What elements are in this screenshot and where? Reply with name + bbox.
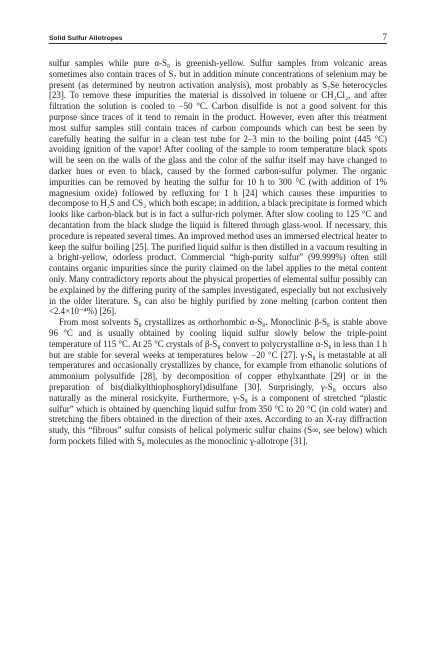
page-number: 7 bbox=[382, 32, 387, 42]
running-head bbox=[49, 28, 387, 42]
running-title: Solid Sulfur Allotropes bbox=[49, 35, 123, 42]
paragraph-purification: sulfur samples while pure α-S₈ is greenish-yellow. Sulfur samples from volcanic areas sometimes also contain traces of S₇ but in addition minute concentrations of selenium may be present (as determined by neutron activation analysis), most probably as S₇Se heterocycles [23]. To remove these impurities the material is dissolved in toluene or CH₂Cl₂, and after filtration the solution is cooled to −50 °C. Carbon disulfide is not a good solvent for this purpose since traces of it tend to remain in the product. However, even after this treatment most sulfur samples still contain traces of carbon compounds which can best be seen by carefully heating the sulfur in a clean test tube for 2–3 min to the boiling point (445 °C) avoiding ignition of the vapor! After cooling of the sample to room temperature black spots will be seen on the walls of the glass and the color of the sulfur itself may have changed to darker hues or even to black, caused by the formed carbon-sulfur polymer. The organic impurities can be removed by heating the sulfur for 10 h to 300 °C (with addition of 1% magnesium oxide) followed by refluxing for 1 h [24] which causes these impurities to decompose to H₂S and CS₂ which both escape; in addition, a black precipitate is formed which looks like carbon-black but is in fact a sulfur-rich polymer. After slow cooling to 125 °C and decantation from the black sludge the liquid is filtered through glass-wool. If necessary, this procedure is repeated several times. An improved method uses an immersed electrical heater to keep the sulfur boiling [25]. The purified liquid sulfur is then distilled in a vacuum resulting in a bright-yellow, odorless product. Commercial “high-purity sulfur” (99.999%) often still contains organic impurities since the purity claimed on the label applies to the metal content only. Many contradictory reports about the physical properties of elemental sulfur possibly can be explained by the differing purity of the samples investigated, especially but not exclusively in the older literature. S₈ can also be highly purified by zone melting (carbon content then <2.4×10⁻⁴%) [26]. bbox=[49, 58, 387, 317]
header-rule bbox=[49, 43, 387, 44]
body-text bbox=[49, 58, 387, 447]
paragraph-allotropes: From most solvents S₈ crystallizes as orthorhombic α-S₈. Monoclinic β-S₈ is stable above 96 °C and is usually obtained by cooling liquid sulfur slowly below the triple-point temperature of 115 °C. At 25 °C crystals of β-S₈ convert to polycrystalline α-S₈ in less than 1 h but are stable for several weeks at temperatures below −20 °C [27]. γ-S₈ is metastable at all temperatures and occasionally crystallizes by chance, for example from ethanolic solutions of ammonium polysulfide [28], by decomposition of copper ethylxanthate [29] or in the preparation of bis(dialkylthiophosphoryl)disulfane [30]. Surprisingly, γ-S₈ occurs also naturally as the mineral rosickyite. Furthermore, γ-S₈ is a component of stretched “plastic sulfur” which is obtained by quenching liquid sulfur from 350 °C to 20 °C (in cold water) and stretching the fibers obtained in the direction of their axes. According to an X-ray diffraction study, this “fibrous” sulfur consists of helical polymeric sulfur chains (S∞, see below) which form pockets filled with S₈ molecules as the monoclinic γ-allotrope [31]. bbox=[49, 317, 387, 446]
